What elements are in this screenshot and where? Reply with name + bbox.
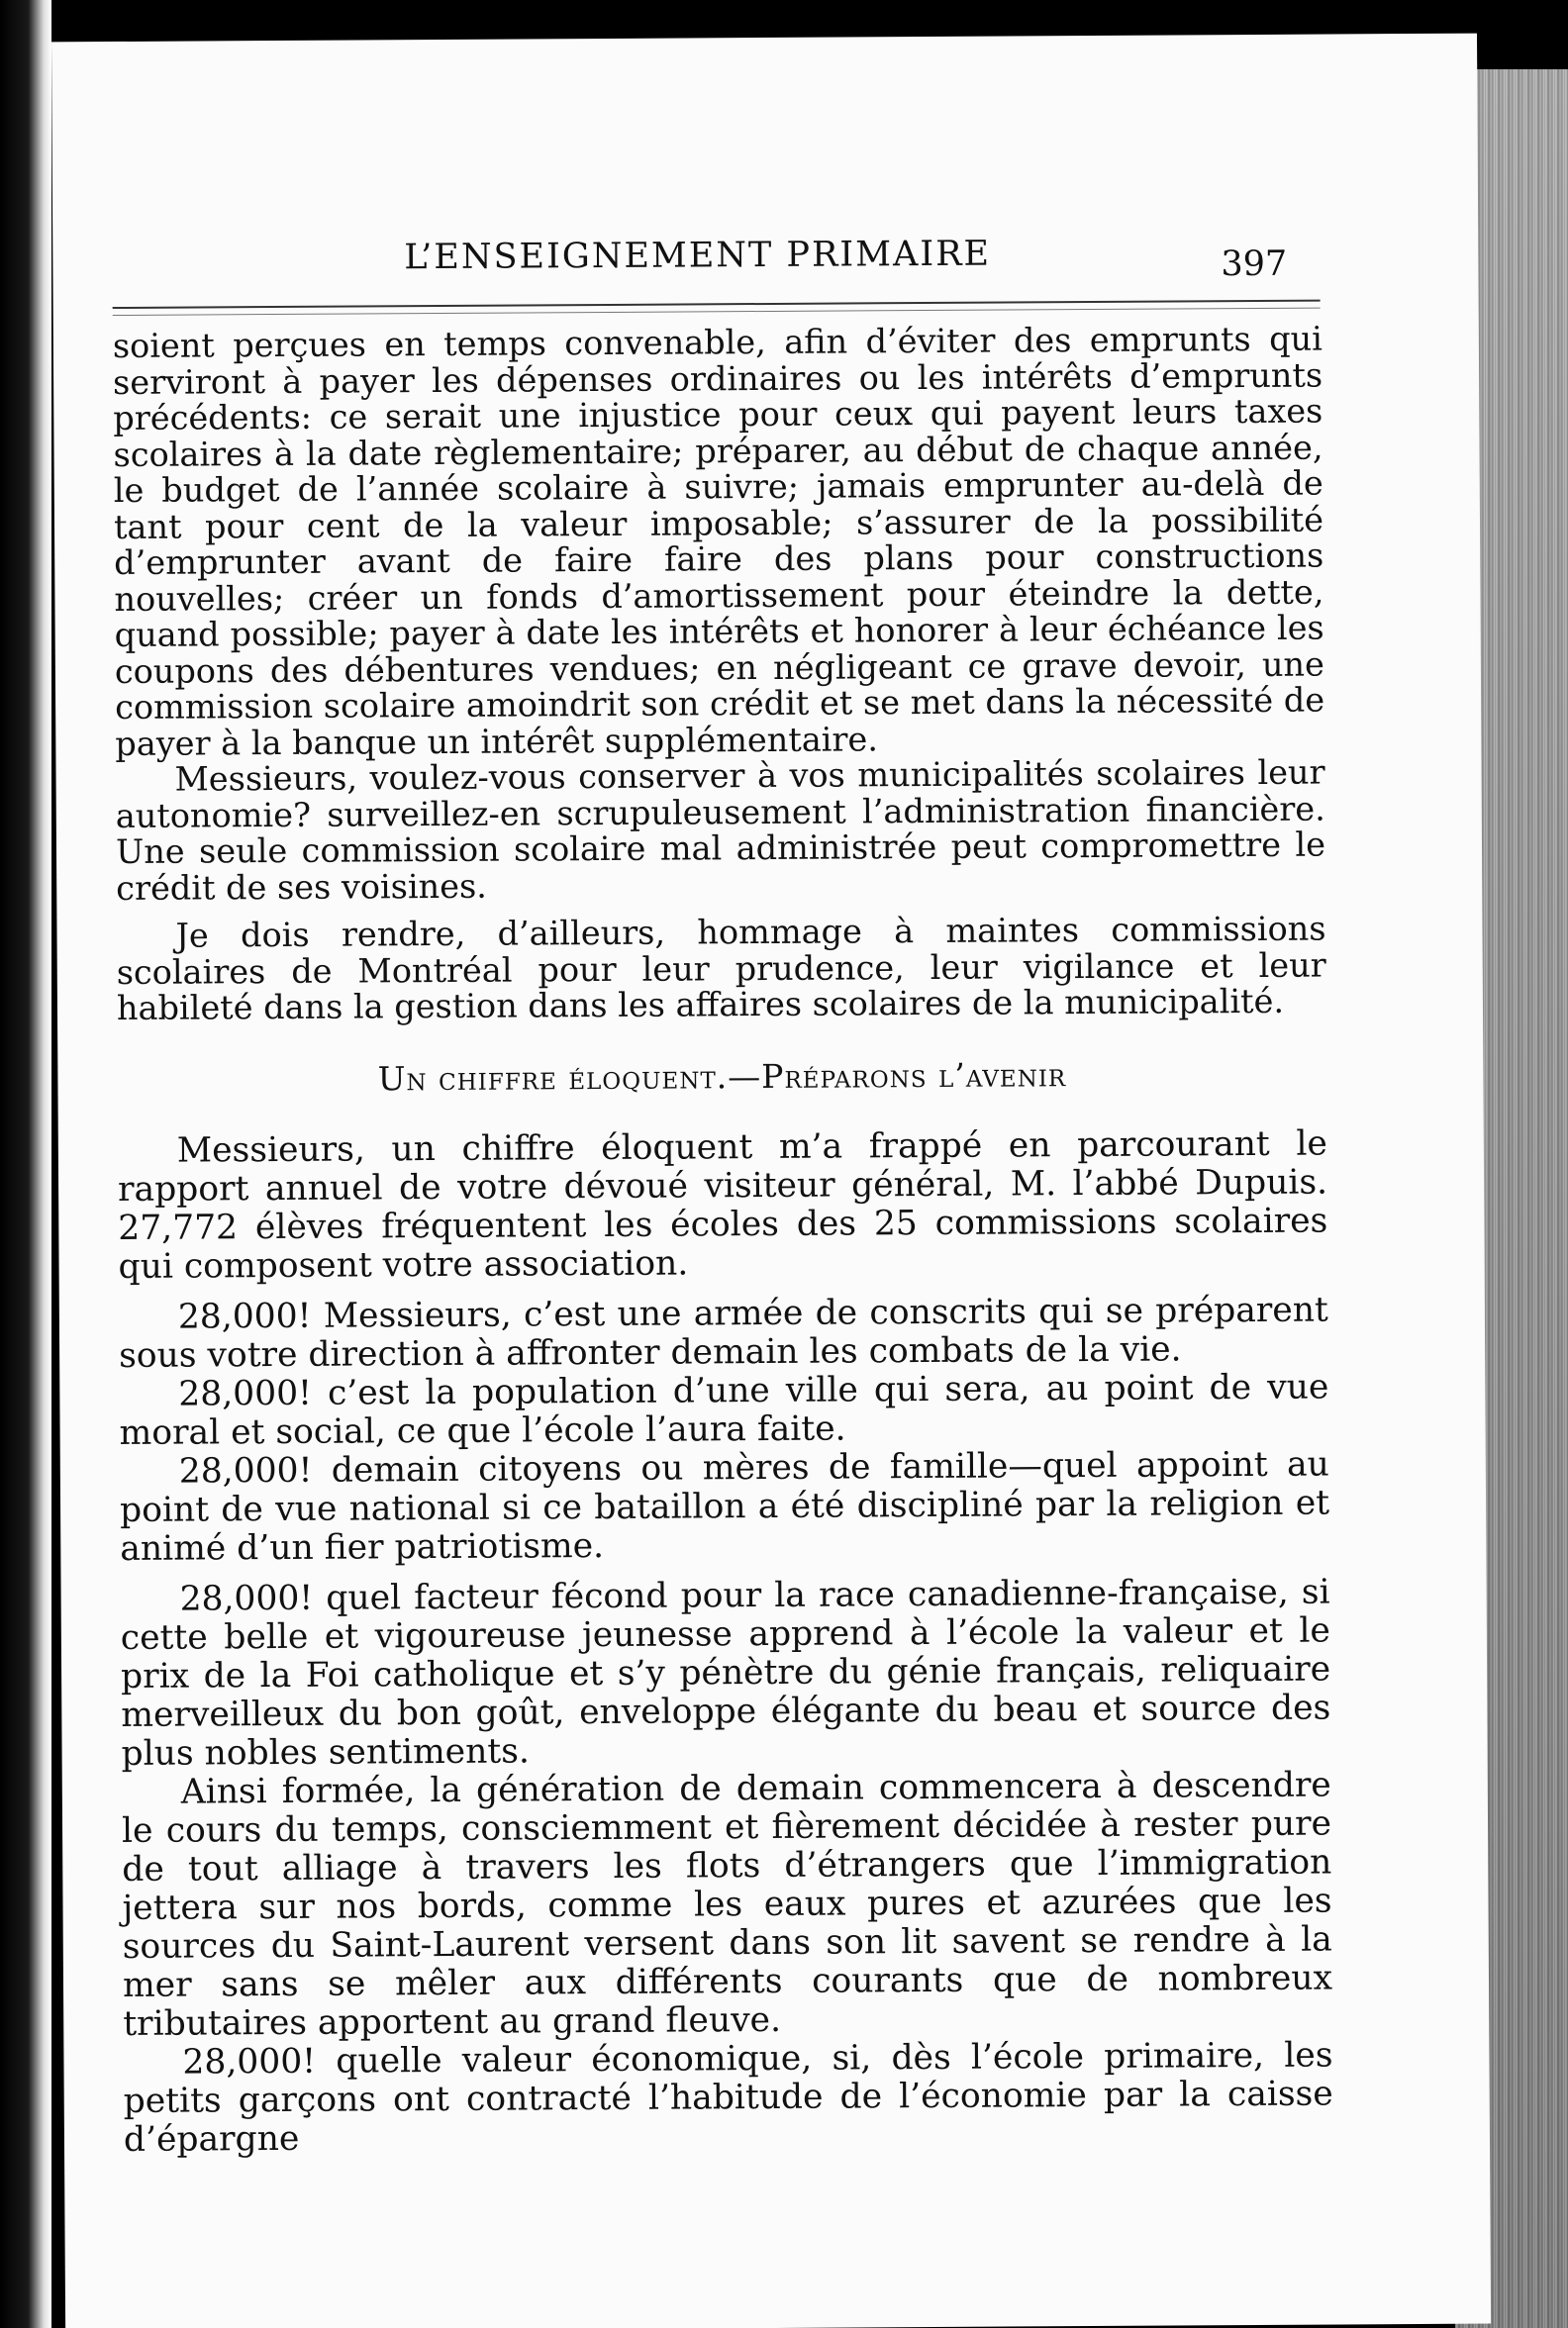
paragraph: Ainsi formée, la génération de demain commencera à descendre le cours du temps, consciemment et fièrement décidée à rester pure de tout alliage à travers les flots d’étrangers que l’immigration jettera sur nos bords, comme les eaux pures et azurées que les sources du Saint-Laurent versent dans son lit savent se rendre à la mer sans se mêler aux différents courants que de nombreux tributaires apportent au grand fleuve. bbox=[121, 1765, 1333, 2044]
body-text bbox=[112, 319, 1333, 2160]
paragraph: 28,000! demain citoyens ou mères de famille—quel appoint au point de vue national si ce bataillon a été discipliné par la religion et animé d’un fier patriotisme. bbox=[119, 1444, 1330, 1570]
paragraph: 28,000! c’est la population d’une ville qui sera, au point de vue moral et social, ce que l’école l’aura faite. bbox=[119, 1367, 1329, 1454]
book-binding-shadow bbox=[0, 0, 51, 2328]
paragraph: Messieurs, un chiffre éloquent m’a frappé en parcourant le rapport annuel de votre dévoué visiteur général, M. l’abbé Dupuis. 27,772 élèves fréquentent les écoles des 25 commissions scolaires qui composent votre association. bbox=[117, 1123, 1328, 1288]
paragraph: 28,000! quel facteur fécond pour la race canadienne-française, si cette belle et vigoureuse jeunesse apprend à l’école la valeur et le prix de la Foi catholique et s’y pénètre du génie français, reliquaire merveilleux du bon goût, enveloppe élégante du beau et source des plus nobles sentiments. bbox=[120, 1572, 1331, 1774]
paragraph: Messieurs, voulez-vous conserver à vos municipalités scolaires leur autonomie? surveillez-en scrupuleusement l’administration financière. Une seule commission scolaire mal administrée peut compromettre le crédit de ses voisines. bbox=[115, 752, 1326, 908]
header-rule bbox=[113, 300, 1321, 309]
page-header bbox=[52, 232, 1478, 300]
paragraph: soient perçues en temps convenable, afin d’éviter des emprunts qui serviront à payer les dépenses ordinaires ou les intérêts d’emprunts précédents: ce serait une injustice pour ceux qui payent leurs taxes scolaires à la date règlementaire; préparer, au début de chaque année, le budget de l’année scolaire à suivre; jamais emprunter au-delà de tant pour cent de la valeur imposable; s’assurer de la possibilité d’emprunter avant de faire faire des plans pour constructions nouvelles; créer un fonds d’amortissement pour éteindre la dette, quand possible; payer à date les intérêts et honorer à leur échéance les coupons des débentures vendues; en négligeant ce grave devoir, une commission scolaire amoindrit son crédit et se met dans la nécessité de payer à la banque un intérêt supplémentaire. bbox=[112, 319, 1325, 763]
running-title: L’ENSEIGNEMENT PRIMAIRE bbox=[404, 234, 992, 278]
paragraph: 28,000! Messieurs, c’est une armée de conscrits qui se préparent sous votre direction à affronter demain les combats de la vie. bbox=[119, 1290, 1328, 1377]
header-rule-thin bbox=[113, 308, 1321, 316]
book-page bbox=[51, 34, 1491, 2328]
paragraph: Je dois rendre, d’ailleurs, hommage à maintes commissions scolaires de Montréal pour leur prudence, leur vigilance et leur habileté dans la gestion dans les affaires scolaires de la municipalité. bbox=[116, 909, 1326, 1028]
paragraph: 28,000! quelle valeur économique, si, dès l’école primaire, les petits garçons ont contracté l’habitude de l’économie par la caisse d’épargne bbox=[123, 2035, 1333, 2160]
page-number: 397 bbox=[1221, 243, 1288, 285]
section-heading: Un chiffre éloquent.—Préparons l’avenir bbox=[377, 1054, 1067, 1098]
section-body bbox=[118, 1125, 1333, 2160]
